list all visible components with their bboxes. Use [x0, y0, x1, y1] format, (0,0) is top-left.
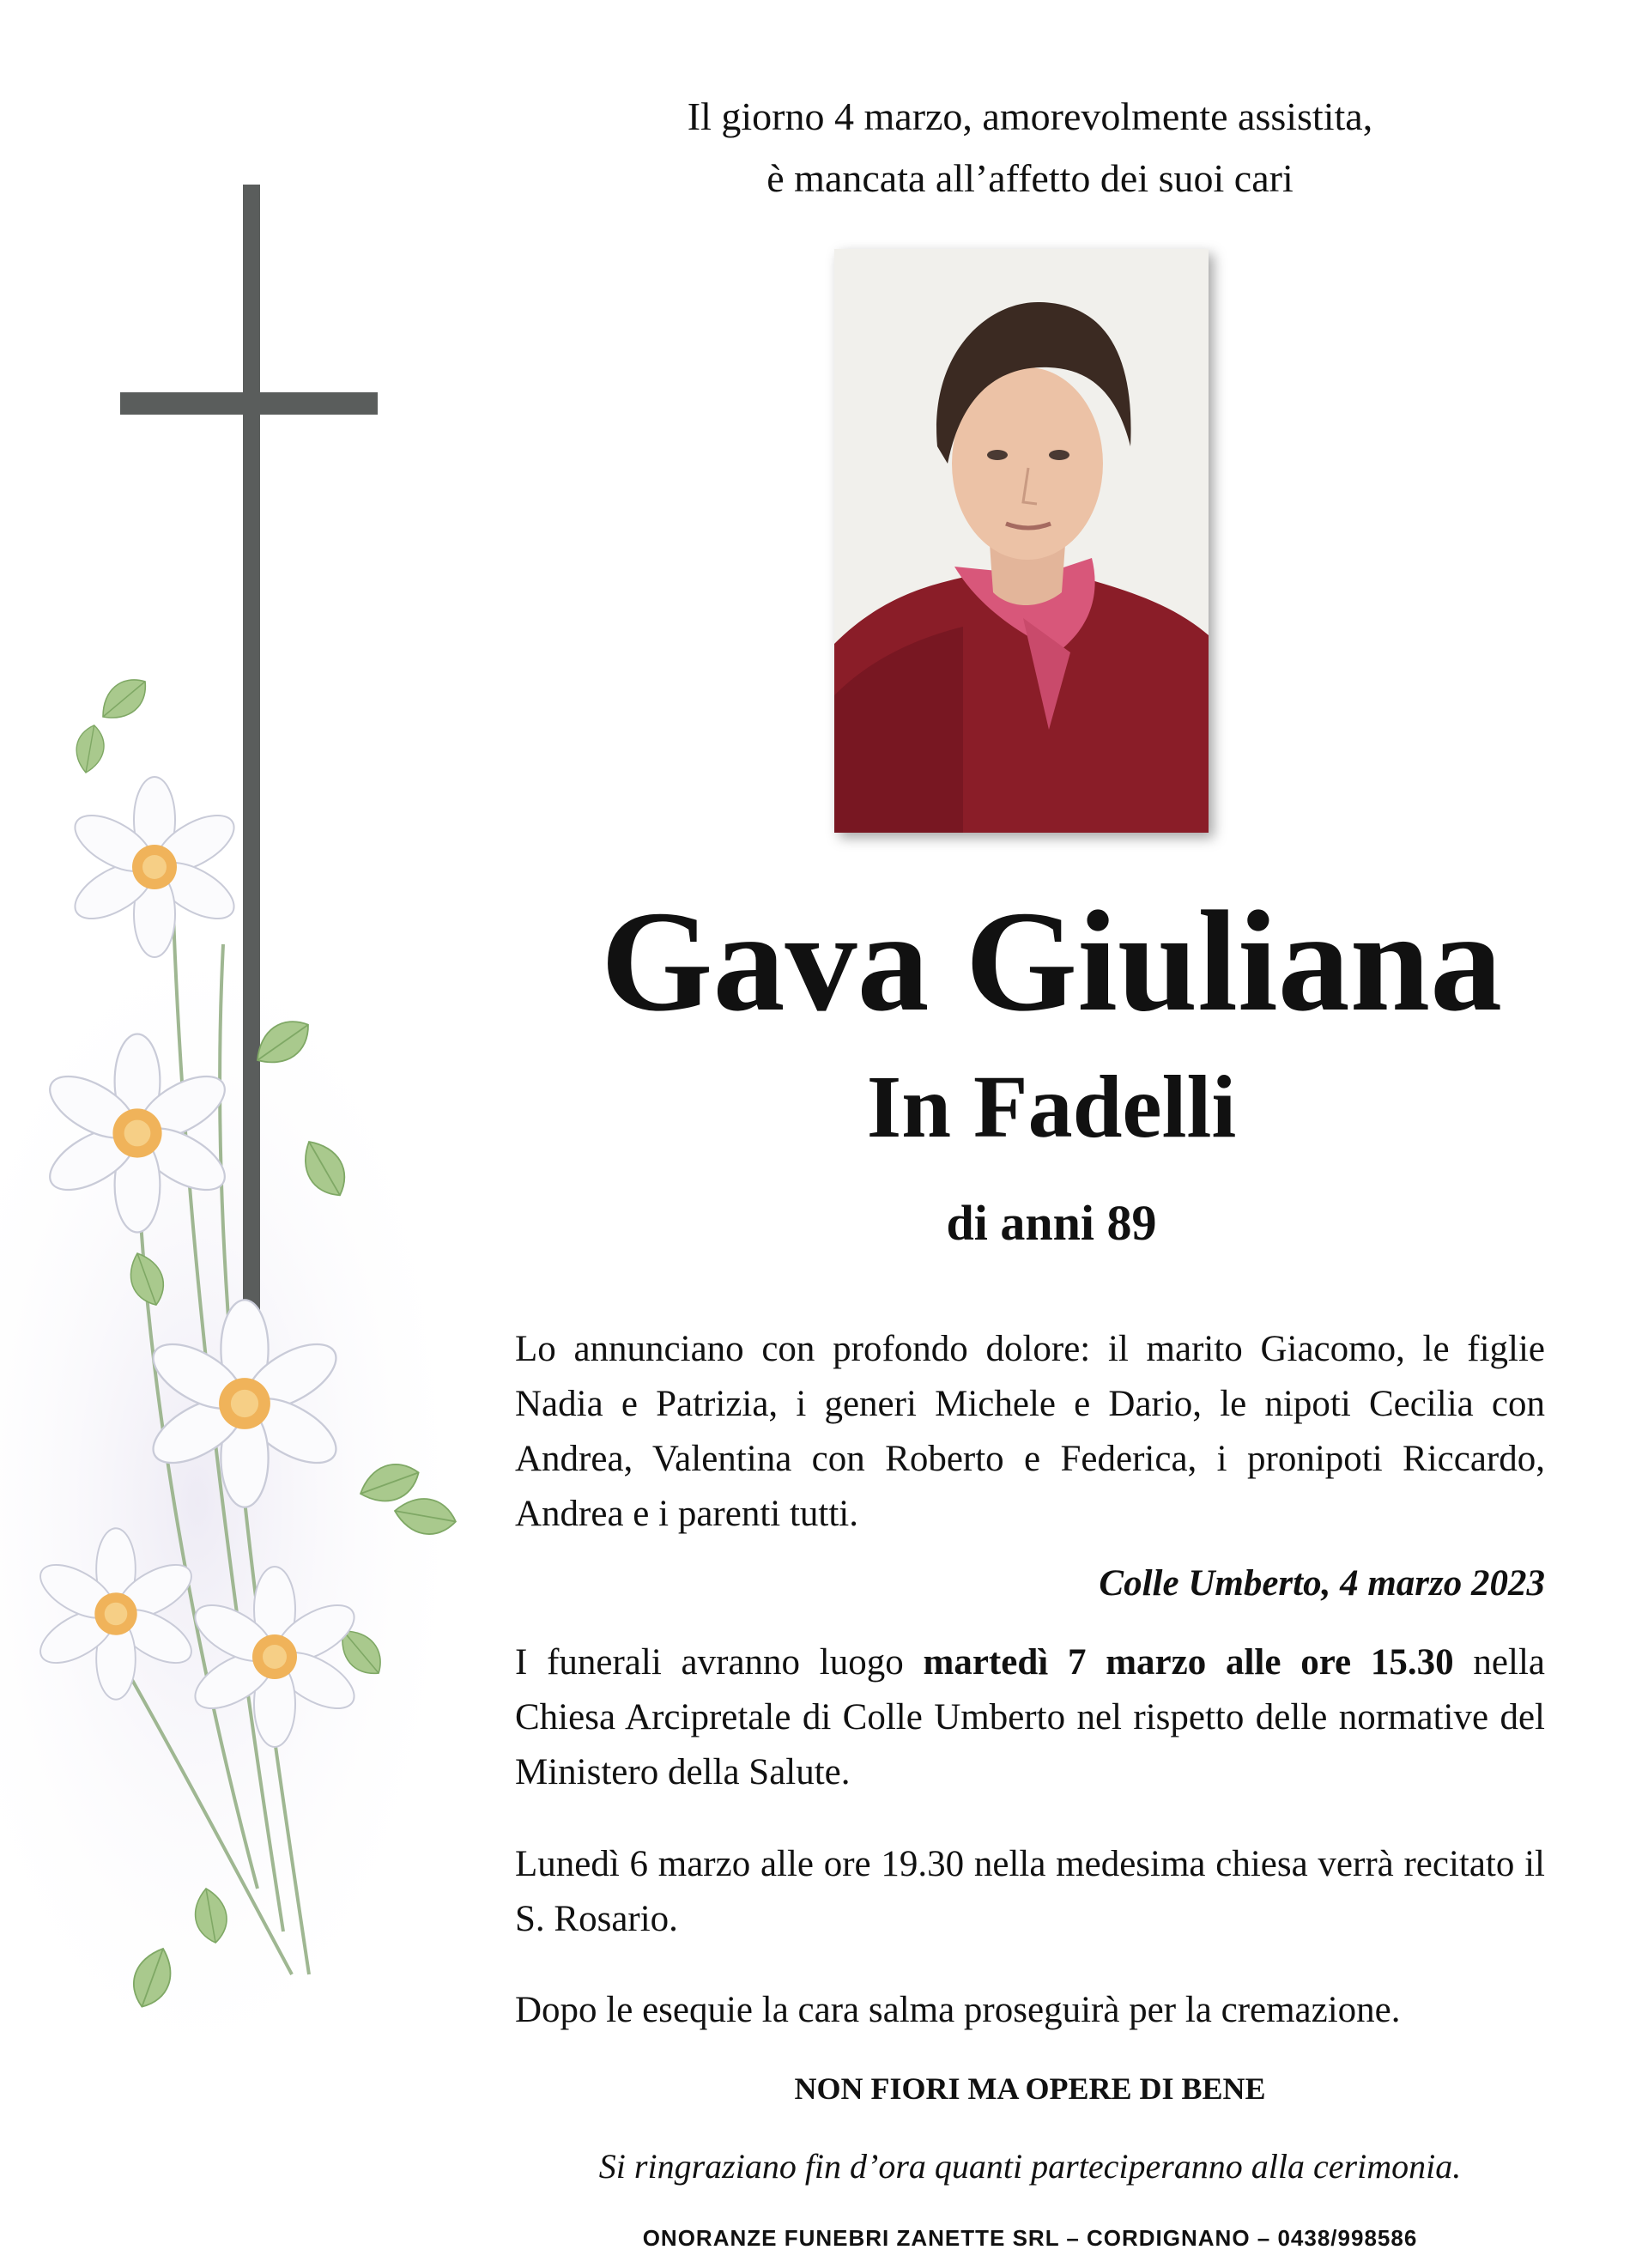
funeral-location: nella Chiesa Arcipretale di Colle Umberto nel rispetto delle normative del Ministero della Salute. — [515, 1642, 1545, 1792]
place-and-date: Colle Umberto, 4 marzo 2023 — [1099, 1563, 1545, 1604]
cremation-paragraph: Dopo le esequie la cara salma proseguirà per la cremazione. — [515, 1990, 1401, 2030]
funeral-prefix: I funerali avranno luogo — [515, 1642, 924, 1683]
funeral-paragraph — [515, 1635, 1545, 1800]
age-line: di anni 89 — [946, 1195, 1157, 1251]
announcement-paragraph: Lo annunciano con profondo dolore: il marito Giacomo, le figlie Nadia e Patrizia, i generi Michele e Dario, le nipoti Cecilia con Andrea, Valentina con Roberto e Federica, i pronipoti Riccardo, Andrea e i parenti tutti. — [515, 1329, 1545, 1534]
no-flowers-notice: NON FIORI MA OPERE DI BENE — [794, 2071, 1266, 2106]
funeral-datetime: martedì 7 marzo alle ore 15.30 — [923, 1642, 1454, 1683]
cross-and-flowers-decoration — [0, 0, 532, 2268]
married-name: In Fadelli — [866, 1058, 1237, 1156]
funeral-home-footer: ONORANZE FUNEBRI ZANETTE SRL – CORDIGNANO – 0438/998586 — [642, 2225, 1418, 2251]
intro-line-1: Il giorno 4 marzo, amorevolmente assistita, — [687, 94, 1373, 138]
rosary-paragraph: Lunedì 6 marzo alle ore 19.30 nella medesima chiesa verrà recitato il S. Rosario. — [515, 1844, 1545, 1939]
intro-line-2: è mancata all’affetto dei suoi cari — [766, 156, 1294, 200]
intro-text — [601, 86, 1459, 209]
thanks-line: Si ringraziano fin d’ora quanti parteciperanno alla cerimonia. — [598, 2147, 1462, 2186]
portrait-photo — [834, 249, 1209, 833]
deceased-name: Gava Giuliana — [600, 882, 1503, 1041]
